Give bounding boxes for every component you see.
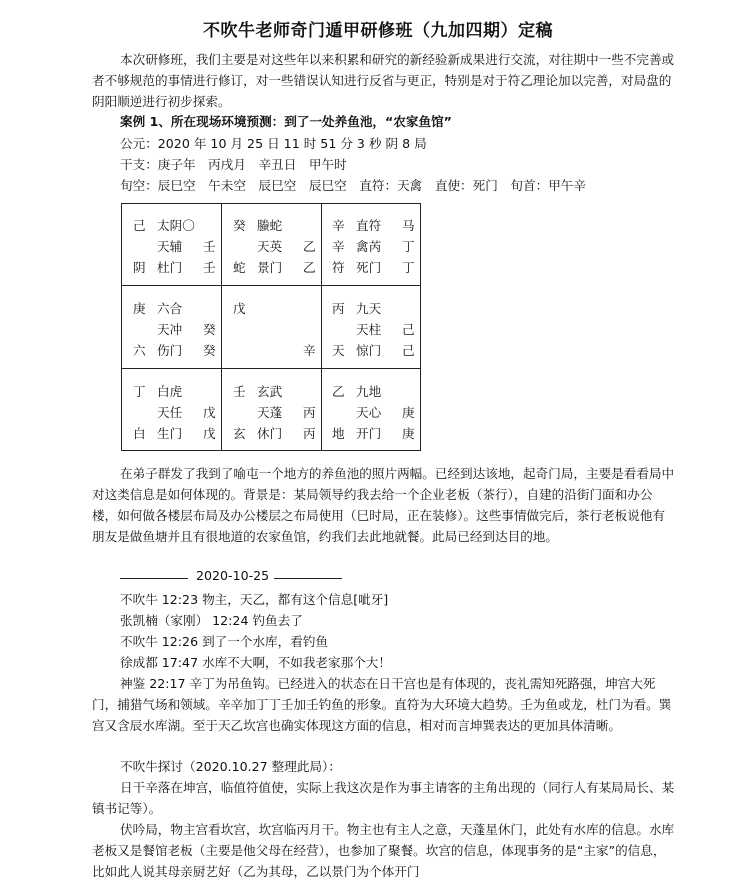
grid-divider-v2 — [321, 203, 322, 450]
grid-cell: 马 — [402, 218, 415, 233]
grid-cell: 戊 — [233, 301, 246, 316]
grid-cell: 壬 — [203, 239, 216, 254]
grid-cell: 丁 — [133, 384, 146, 399]
grid-cell: 天柱 — [356, 322, 382, 337]
grid-cell: 六 — [133, 343, 146, 358]
grid-cell: 玄武 — [257, 384, 283, 399]
grid-cell: 天辅 — [157, 239, 183, 254]
shenjian-paragraph: 神鉴 22:17 辛丁为吊鱼钩。已经进入的状态在日干宫也是有体现的，丧礼需知死路强，坤宫大死门，捕猎气场和领域。辛辛加丁丁壬加壬钓鱼的形象。直符为大环境大趋势。壬为鱼或龙，杜门为看。巽宫又含辰水库湖。至于天乙坎宫也确实体现这方面的信息，相对而言坤巽表达的更加具体清晰。 — [92, 676, 672, 733]
grid-cell: 乙 — [303, 260, 316, 275]
grid-cell: 天 — [332, 343, 345, 358]
date-label: 2020-10-25 — [196, 568, 270, 583]
date-separator — [120, 568, 342, 583]
grid-cell: 惊门 — [356, 343, 382, 358]
grid-cell: 螣蛇 — [257, 218, 283, 233]
grid-cell: 己 — [402, 343, 415, 358]
grid-cell: 景门 — [257, 260, 283, 275]
grid-cell: 庚 — [402, 405, 415, 420]
chat-line: 不吹牛 12:23 物主，天乙，都有这个信息[呲牙] — [120, 592, 389, 607]
grid-cell: 己 — [402, 322, 415, 337]
explore-paragraph-1: 日干辛落在坤宫，临值符值使，实际上我这次是作为事主请客的主角出现的（同行人有某局局长、某镇书记等）。 — [92, 780, 675, 816]
page-title: 不吹牛老师奇门遁甲研修班（九加四期）定稿 — [203, 21, 553, 41]
chat-line: 张凯楠（家刚） 12:24 钓鱼去了 — [120, 613, 303, 628]
grid-cell: 伤门 — [157, 343, 183, 358]
grid-cell: 天任 — [157, 405, 183, 420]
body-paragraph: 在弟子群发了我到了喻屯一个地方的养鱼池的照片两幅。已经到达该地，起奇门局，主要是看看局中对这类信息是如何体现的。背景是：某局领导约我去给一个企业老板（茶行），自建的沿街门面和办公楼，如何做各楼层布局及办公楼层之布局使用（巳时局，正在装修）。这些事情做完后，茶行老板说他有朋友是做鱼塘并且有很地道的农家鱼馆，约我们去此地就餐。此局已经到达目的地。 — [92, 466, 675, 544]
grid-cell: 己 — [133, 218, 146, 233]
grid-cell: 符 — [332, 260, 345, 275]
grid-cell: 丙 — [303, 405, 316, 420]
grid-cell: 白虎 — [157, 384, 183, 399]
grid-border-top — [121, 203, 421, 204]
grid-cell: 天英 — [257, 239, 283, 254]
grid-cell: 开门 — [356, 426, 382, 441]
grid-cell: 戊 — [203, 426, 216, 441]
grid-cell: 乙 — [332, 384, 345, 399]
grid-cell: 天心 — [356, 405, 382, 420]
grid-divider-2 — [121, 368, 421, 369]
explore-paragraph-2: 伏吟局，物主宫看坎宫，坎宫临丙月干。物主也有主人之意，天蓬星休门，此处有水库的信息。水库老板又是餐馆老板（主要是他父母在经营），也参加了聚餐。坎宫的信息，体现事务的是“主家”的信息，比如此人说其母亲厨艺好（乙为其母，乙以景门为个体开门 — [92, 822, 675, 879]
grid-cell: 壬 — [203, 260, 216, 275]
grid-border-left — [121, 203, 122, 450]
grid-cell: 白 — [133, 426, 146, 441]
explore-title: 不吹牛探讨（2020.10.27 整理此局）： — [120, 759, 341, 774]
grid-divider-v1 — [221, 203, 222, 450]
grid-cell: 地 — [332, 426, 345, 441]
grid-cell: 蛇 — [233, 260, 246, 275]
grid-cell: 禽芮 — [356, 239, 382, 254]
grid-cell: 丙 — [303, 426, 316, 441]
grid-cell: 天冲 — [157, 322, 183, 337]
grid-cell: 杜门 — [157, 260, 183, 275]
qimen-chart-grid — [121, 200, 421, 454]
grid-cell: 辛 — [303, 343, 316, 358]
grid-border-right — [420, 203, 421, 450]
grid-cell: 戊 — [203, 405, 216, 420]
intro-paragraph: 本次研修班，我们主要是对这些年以来积累和研究的新经验新成果进行交流，对往期中一些不完善或者不够规范的事情进行修订，对一些错误认知进行反省与更正，特别是对于符乙理论加以完善，对局盘的阴阳顺逆进行初步探索。 — [92, 52, 675, 109]
grid-cell: 生门 — [157, 426, 183, 441]
grid-cell: 癸 — [233, 218, 246, 233]
info-ganzhi: 干支：庚子年 丙戌月 辛丑日 甲午时 — [120, 157, 347, 172]
grid-cell: 丁 — [402, 260, 415, 275]
grid-cell: 丁 — [402, 239, 415, 254]
grid-cell: 玄 — [233, 426, 246, 441]
grid-cell: 死门 — [356, 260, 382, 275]
grid-cell: 乙 — [303, 239, 316, 254]
grid-cell: 壬 — [233, 384, 246, 399]
grid-cell: 九天 — [356, 301, 382, 316]
chat-line: 不吹牛 12:26 到了一个水库，看钓鱼 — [120, 634, 329, 649]
grid-divider-1 — [121, 285, 421, 286]
grid-cell: 六合 — [157, 301, 183, 316]
grid-cell: 辛 — [332, 218, 345, 233]
grid-cell: 阴 — [133, 260, 146, 275]
info-xunkong: 旬空：辰巳空 午未空 辰巳空 辰巳空 直符：天禽 直使：死门 旬首：甲午辛 — [120, 178, 586, 193]
grid-cell: 癸 — [203, 322, 216, 337]
grid-cell: 直符 — [356, 218, 382, 233]
grid-cell: 丙 — [332, 301, 345, 316]
chat-line: 徐成都 17:47 水库不大啊，不如我老家那个大！ — [120, 655, 391, 670]
info-gongli: 公元：2020 年 10 月 25 日 11 时 51 分 3 秒 阴 8 局 — [120, 136, 427, 151]
grid-cell: 庚 — [402, 426, 415, 441]
grid-cell: 太阴〇 — [157, 218, 195, 233]
grid-cell: 九地 — [356, 384, 382, 399]
grid-cell: 休门 — [257, 426, 283, 441]
grid-cell: 癸 — [203, 343, 216, 358]
grid-cell: 庚 — [133, 301, 146, 316]
grid-border-bottom — [121, 450, 421, 451]
grid-cell: 天蓬 — [257, 405, 283, 420]
case-heading: 案例 1、所在现场环境预测：到了一处养鱼池，“农家鱼馆” — [120, 114, 452, 129]
grid-cell: 辛 — [332, 239, 345, 254]
